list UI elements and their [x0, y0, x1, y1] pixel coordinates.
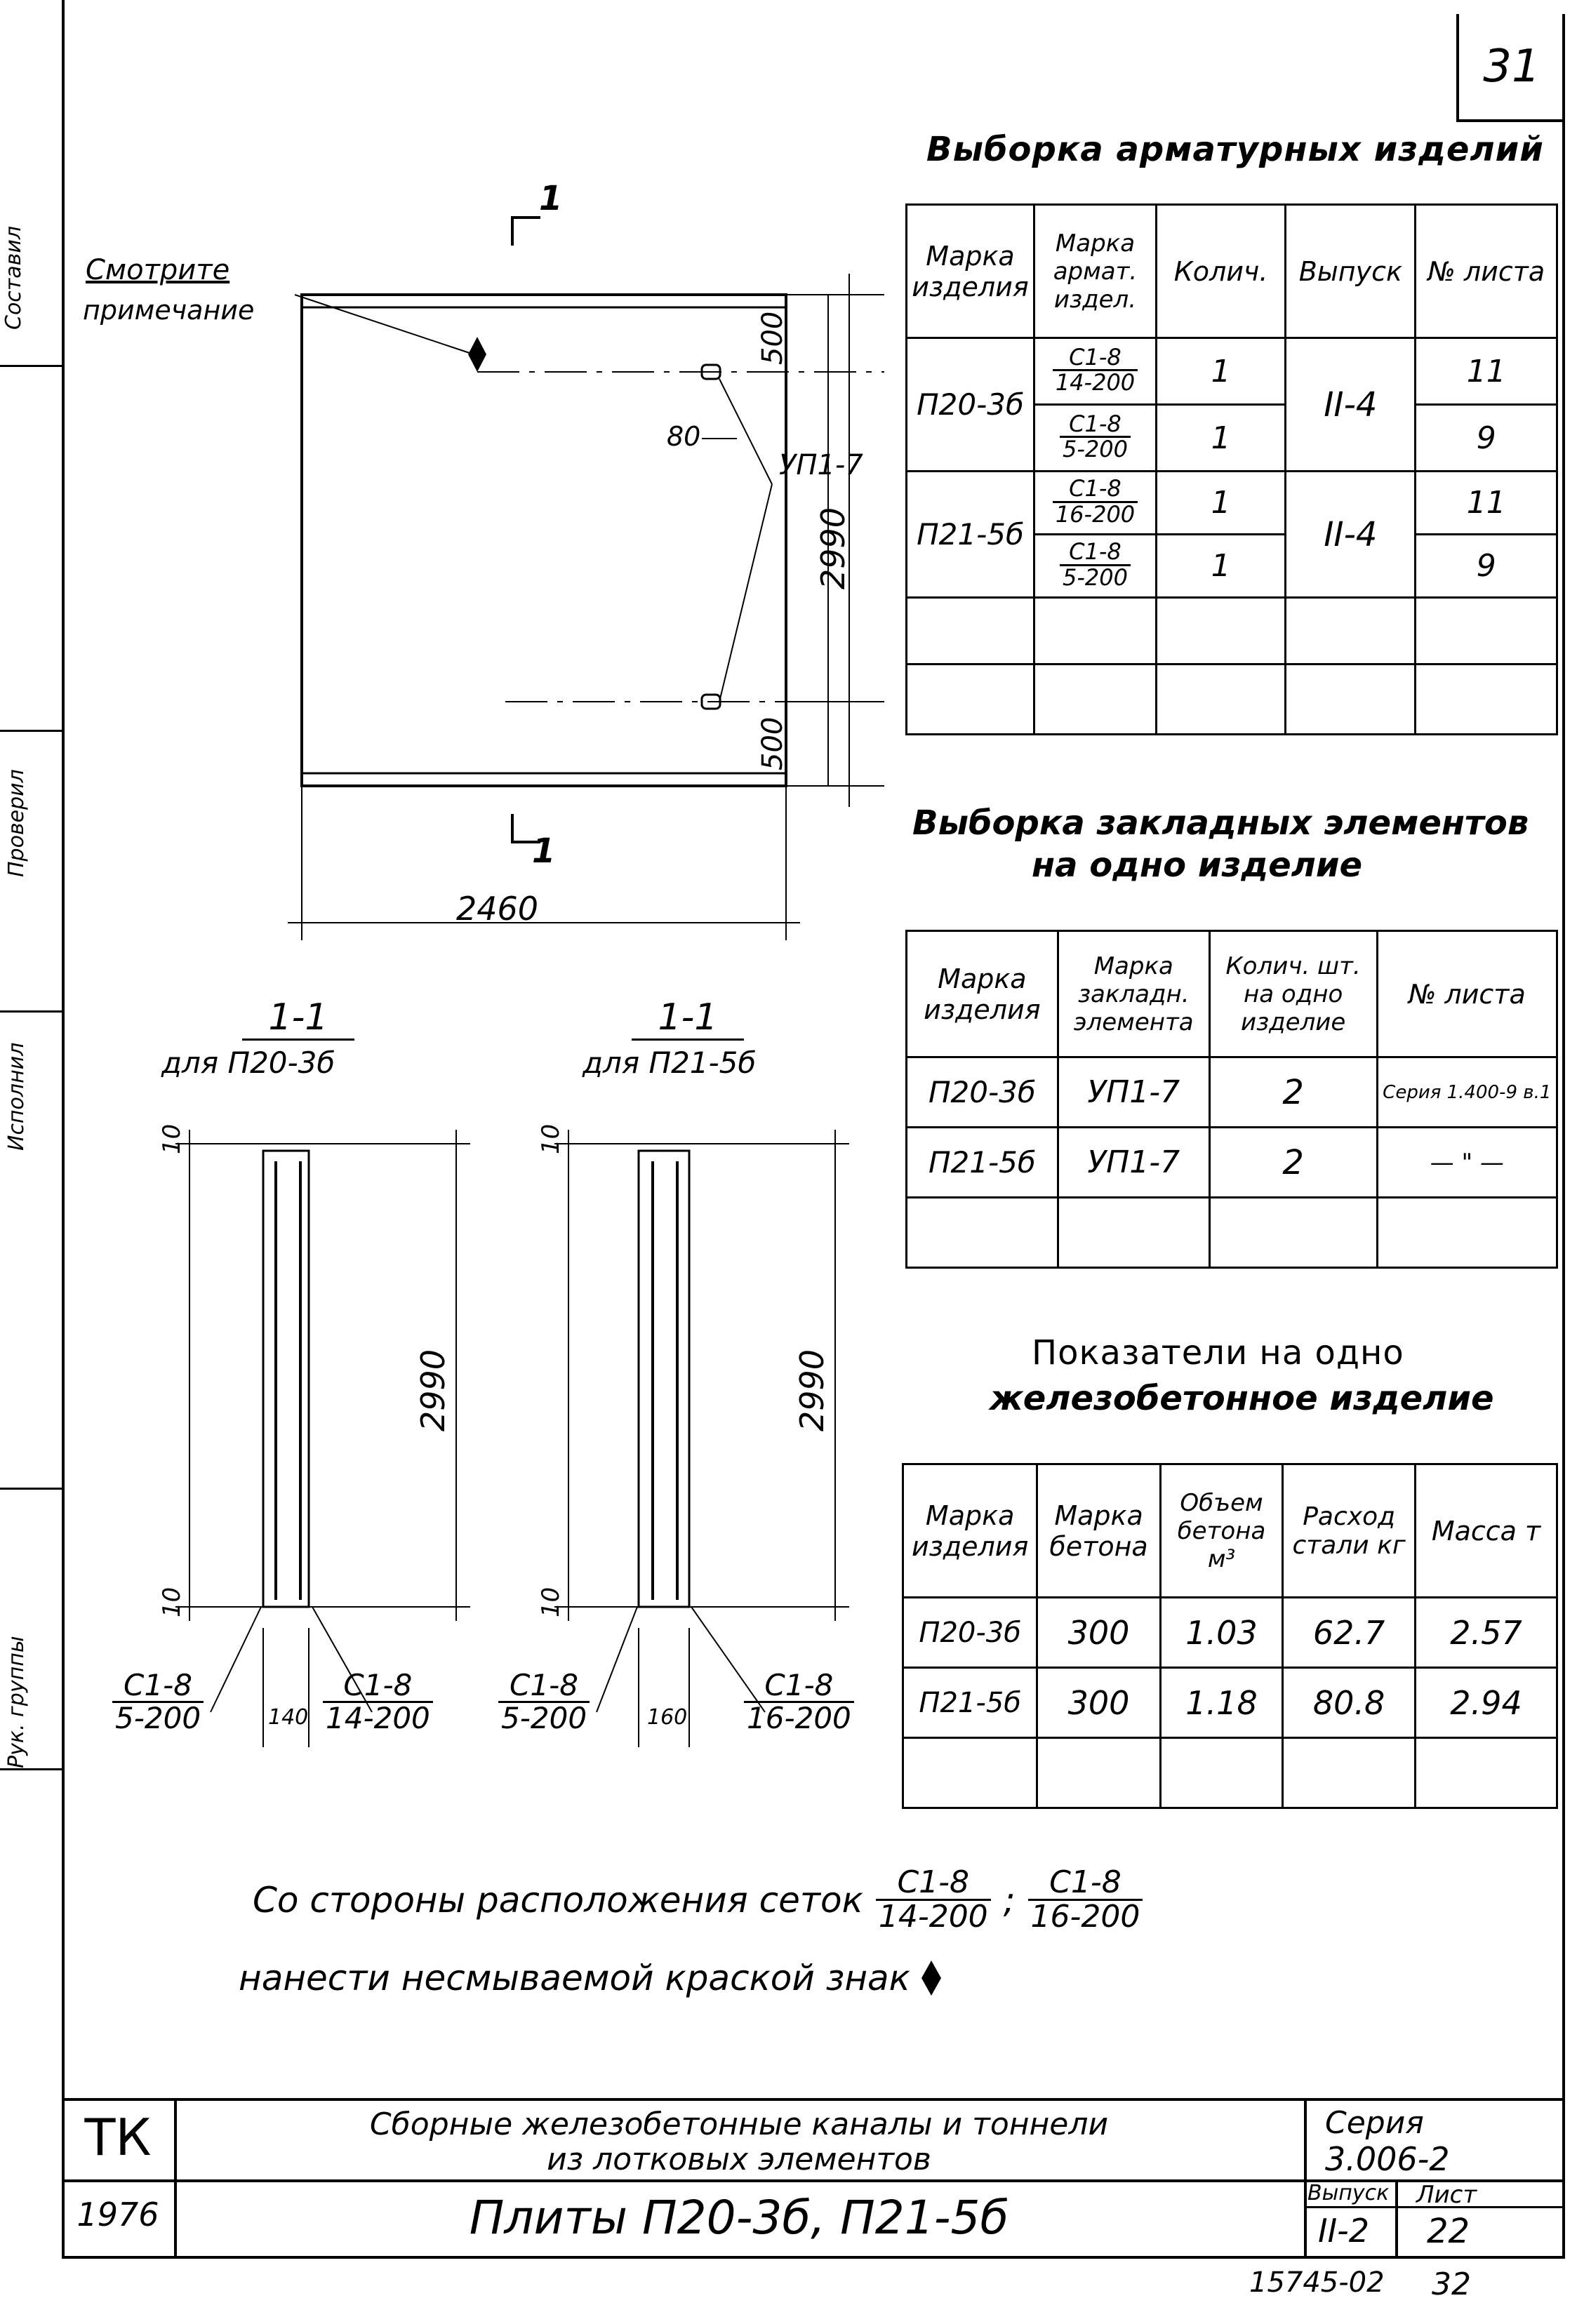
table1-cell: 1: [1156, 338, 1285, 405]
table-row: [907, 338, 1557, 405]
table3-title-line1: Показатели на одно: [1032, 1333, 1404, 1373]
note-line2-text: нанести несмываемой краской знак: [239, 1958, 910, 1998]
section-mark-bottom: 1: [532, 832, 556, 871]
section-2-mesh-left: С1-8 5-200: [498, 1670, 590, 1734]
table1-header-qty: Колич.: [1156, 205, 1285, 338]
embedded-element-label: УП1-7: [779, 449, 863, 481]
dim-edge-offset: 80: [667, 421, 701, 452]
section-drawings: [105, 968, 877, 1747]
note-line2: [239, 1958, 943, 1998]
title-line1: Сборные железобетонные каналы и тоннели: [369, 2106, 1109, 2142]
table1-cell: II-4: [1286, 472, 1416, 598]
table2-cell: УП1-7: [1058, 1057, 1209, 1128]
table1-cell: П20-3б: [907, 338, 1034, 472]
corner-sheet-number: 31: [1456, 14, 1564, 122]
table3-cell: П20-3б: [903, 1598, 1037, 1668]
table1-cell: 9: [1416, 405, 1557, 472]
title-block-row-divider: [62, 2179, 174, 2182]
table3-cell: 1.18: [1160, 1668, 1282, 1738]
rebar-products-table: [905, 203, 1558, 735]
table2-cell: П20-3б: [907, 1057, 1058, 1128]
table3-header-steel: Расход стали кг: [1283, 1464, 1416, 1598]
section-1-dim-width: 140: [268, 1705, 309, 1730]
table3-cell: П21-5б: [903, 1668, 1037, 1738]
table2-header-mark: Марка изделия: [907, 931, 1058, 1057]
table3-cell: 62.7: [1283, 1598, 1416, 1668]
table1-cell: $\frac{С1-8}{14-200}$: [1034, 338, 1157, 405]
strip-label-executed: Исполнил: [4, 1042, 29, 1151]
series-value: 3.006-2: [1325, 2140, 1450, 2178]
table1-cell: $\frac{С1-8}{5-200}$: [1034, 535, 1157, 598]
section-2-dim-width: 160: [647, 1705, 688, 1730]
marker-diamond-icon: [920, 1959, 943, 1997]
table2-title-line2: на одно изделие: [1032, 846, 1363, 885]
table1-header-sheet: № листа: [1416, 205, 1557, 338]
table2-cell: П21-5б: [907, 1128, 1058, 1198]
dim-height: 2990: [814, 507, 852, 589]
table1-header-mark: Марка изделия: [907, 205, 1034, 338]
section-1-dim-bottom: 10: [158, 1587, 186, 1617]
dim-bottom-offset: 500: [757, 716, 789, 770]
note-frac-2: $\frac{С1-8}{16-200}$: [1028, 1866, 1143, 1933]
table1-cell: 1: [1156, 535, 1285, 598]
table1-cell: П21-5б: [907, 472, 1034, 598]
table3-title-line2: железобетонное изделие: [990, 1379, 1494, 1418]
strip-divider: [0, 1768, 62, 1770]
section-mark-top: 1: [539, 179, 563, 218]
title-year: 1976: [76, 2196, 159, 2233]
table-row: [903, 1668, 1557, 1738]
series-label: Серия: [1325, 2105, 1424, 2141]
table2-cell: 2: [1209, 1128, 1377, 1198]
title-code: ТК: [84, 2108, 152, 2167]
note-line1: [253, 1866, 1143, 1933]
section-2-dim-bottom: 10: [537, 1587, 565, 1617]
table3-cell: 300: [1037, 1668, 1161, 1738]
table2-header-element: Марка закладн. элемента: [1058, 931, 1209, 1057]
embedded-elements-table: [905, 930, 1558, 1269]
table2-cell: Серия 1.400-9 в.1: [1377, 1057, 1557, 1128]
sheet-value: 22: [1427, 2212, 1470, 2251]
strip-label-checked: Проверил: [4, 769, 29, 877]
dim-top-offset: 500: [757, 311, 789, 365]
table2-cell: 2: [1209, 1057, 1377, 1128]
strip-divider: [0, 730, 62, 732]
table2-header-qty: Колич. шт. на одно изделие: [1209, 931, 1377, 1057]
strip-label-compiled: Составил: [1, 225, 26, 330]
left-binding-strip: [27, 0, 65, 2256]
table3-header-volume: Объем бетона м³: [1160, 1464, 1282, 1598]
sheet-label: Лист: [1416, 2181, 1477, 2209]
section-1-dim-height: 2990: [414, 1349, 452, 1431]
table-row: [907, 1057, 1557, 1128]
table1-header-rebar: Марка армат. издел.: [1034, 205, 1157, 338]
strip-label-group-head: Рук. группы: [4, 1636, 29, 1768]
dim-width: 2460: [456, 890, 539, 928]
table2-cell: УП1-7: [1058, 1128, 1209, 1198]
issue-value: II-2: [1318, 2212, 1369, 2250]
section-2-subtitle: для П21-5б: [583, 1046, 757, 1080]
note-frac-1: $\frac{С1-8}{14-200}$: [876, 1866, 991, 1933]
table-row: [907, 1128, 1557, 1198]
section-1-mesh-right: С1-8 14-200: [323, 1670, 433, 1734]
table3-header-mark: Марка изделия: [903, 1464, 1037, 1598]
table1-cell: 11: [1416, 472, 1557, 535]
table3-cell: 2.57: [1416, 1598, 1557, 1668]
table1-cell: 1: [1156, 405, 1285, 472]
section-1-mesh-left: С1-8 5-200: [112, 1670, 204, 1734]
table-row: [907, 665, 1557, 735]
section-1-title: 1-1: [242, 996, 354, 1041]
indicators-table: [902, 1463, 1558, 1809]
note-callout-text: примечание: [83, 295, 255, 326]
note-callout-title: Смотрите: [86, 254, 230, 286]
table-row: [907, 598, 1557, 665]
table-row: [907, 472, 1557, 535]
section-2-dim-height: 2990: [793, 1349, 831, 1431]
section-1-dim-top: 10: [158, 1123, 186, 1154]
table1-cell: $\frac{С1-8}{5-200}$: [1034, 405, 1157, 472]
title-block-issue-divider: [1395, 2179, 1398, 2259]
table1-cell: 1: [1156, 472, 1285, 535]
strip-divider: [0, 365, 62, 367]
table2-title-line1: Выборка закладных элементов: [912, 803, 1529, 843]
table3-header-grade: Марка бетона: [1037, 1464, 1161, 1598]
title-block: [62, 2098, 1562, 2259]
section-2-mesh-right: С1-8 16-200: [744, 1670, 854, 1734]
title-line2: из лотковых элементов: [547, 2142, 931, 2177]
table1-cell: 11: [1416, 338, 1557, 405]
table1-cell: 9: [1416, 535, 1557, 598]
table3-cell: 1.03: [1160, 1598, 1282, 1668]
strip-divider: [0, 1488, 62, 1490]
table-row: [903, 1738, 1557, 1808]
section-2-dim-top: 10: [537, 1123, 565, 1154]
footer-page: 32: [1432, 2266, 1471, 2302]
table1-title: Выборка арматурных изделий: [926, 130, 1544, 169]
table-row: [907, 1198, 1557, 1268]
table3-cell: 300: [1037, 1598, 1161, 1668]
note-line1-text: Со стороны расположения сеток: [253, 1879, 863, 1921]
table1-cell: II-4: [1286, 338, 1416, 472]
title-subtitle: Плиты П20-3б, П21-5б: [469, 2191, 1009, 2245]
table3-cell: 2.94: [1416, 1668, 1557, 1738]
note-separator: ;: [1003, 1879, 1016, 1921]
section-2-title: 1-1: [632, 996, 744, 1041]
footer-code: 15745-02: [1249, 2266, 1385, 2299]
table3-header-mass: Масса т: [1416, 1464, 1557, 1598]
issue-label: Выпуск: [1307, 2181, 1390, 2205]
strip-divider: [0, 1010, 62, 1013]
table2-cell: — " —: [1377, 1128, 1557, 1198]
table1-header-issue: Выпуск: [1286, 205, 1416, 338]
table3-cell: 80.8: [1283, 1668, 1416, 1738]
table-row: [903, 1598, 1557, 1668]
table2-header-sheet: № листа: [1377, 931, 1557, 1057]
section-1-subtitle: для П20-3б: [161, 1046, 335, 1080]
table1-cell: $\frac{С1-8}{16-200}$: [1034, 472, 1157, 535]
